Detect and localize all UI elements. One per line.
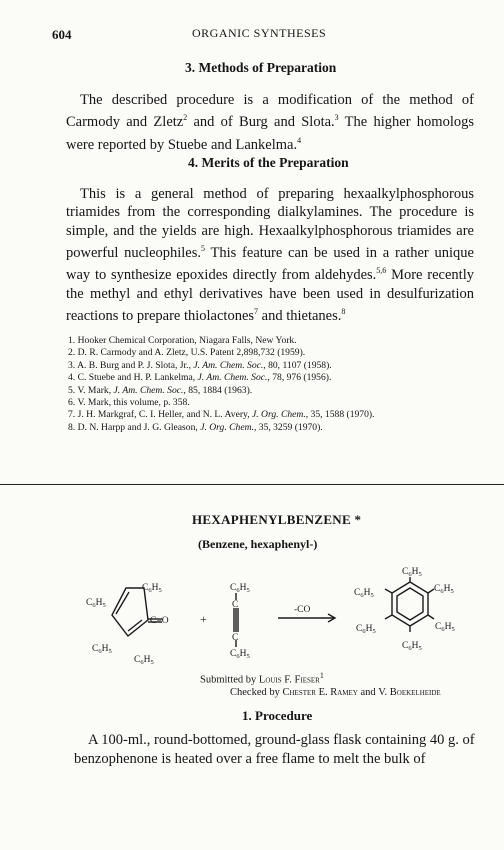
- svg-text:C6H5: $C_6H_5$: [402, 641, 422, 652]
- reference-item: 3. A. B. Burg and P. J. Slota, Jr., J. Am. Chem. Soc., 80, 1107 (1958).: [68, 359, 332, 371]
- svg-text:C6H5: $C_6H_5$: [230, 583, 250, 594]
- page-number: 604: [52, 27, 72, 42]
- svg-text:C: C: [232, 600, 239, 610]
- svg-text:C6H5: $C_6H_5$: [402, 567, 422, 578]
- svg-text:C: C: [232, 633, 239, 643]
- reference-item: 8. D. N. Harpp and J. G. Gleason, J. Org. Chem., 35, 3259 (1970).: [68, 421, 323, 433]
- section4-paragraph: This is a general method of preparing hexaalkylphosphorous triamides from the corresponding dialkylamines. The procedure is simple, and the yields are high. Hexaalkylphosphorous triamides are powerful nucleophiles.$^5$ This feature can be used in a rather unique way to synthesize epoxides directly from aldehydes.$^{5,6}$ More recently the methyl and ethyl derivatives have been used in desulfurization reactions to prepare thiolactones$^7$ and thietanes.$^8$: [66, 186, 474, 324]
- svg-text:C6H5: $C_6H_5$: [142, 583, 162, 594]
- svg-text:C6H5: $C_6H_5$: [86, 598, 106, 609]
- reference-item: 5. V. Mark, J. Am. Chem. Soc., 85, 1884 (1963).: [68, 384, 253, 396]
- svg-text:-CO: -CO: [294, 605, 311, 615]
- reference-item: 4. C. Stuebe and H. P. Lankelma, J. Am. Chem. Soc., 78, 976 (1956).: [68, 372, 332, 384]
- procedure-paragraph: A 100-ml., round-bottomed, ground-glass flask containing 40 g. of benzophenone is heated over a free flame to melt the bulk of: [74, 732, 475, 767]
- running-title: ORGANIC SYNTHESES: [192, 26, 327, 40]
- article-divider: [0, 484, 504, 485]
- article-title: HEXAPHENYLBENZENE *: [192, 512, 362, 527]
- reference-item: 2. D. R. Carmody and A. Zletz, U.S. Patent 2,898,732 (1959).: [68, 347, 306, 359]
- article-subtitle: (Benzene, hexaphenyl-): [198, 537, 318, 551]
- submitted-by: Submitted by Louis F. Fieser$^1$: [200, 671, 324, 686]
- references-list: [68, 335, 478, 434]
- svg-text:C6H5: $C_6H_5$: [230, 649, 250, 660]
- section3-paragraph: The described procedure is a modification of the method of Carmody and Zletz$^2$ and of Burg and Slota.$^3$ The higher homologs were reported by Stuebe and Lankelma.$^4$: [66, 92, 474, 153]
- reference-item: 7. J. H. Markgraf, C. I. Heller, and N. L. Avery, J. Org. Chem., 35, 1588 (1970).: [68, 409, 375, 421]
- svg-text:+: +: [200, 612, 207, 626]
- svg-text:C=O: C=O: [150, 616, 169, 626]
- svg-text:C6H5: $C_6H_5$: [435, 622, 455, 633]
- svg-text:C6H5: $C_6H_5$: [354, 588, 374, 599]
- checked-by: Checked by Chester E. Ramey and V. Boekelheide: [230, 687, 441, 698]
- section3-heading: 3. Methods of Preparation: [185, 60, 337, 75]
- svg-text:C6H5: $C_6H_5$: [92, 644, 112, 655]
- procedure-heading: 1. Procedure: [242, 708, 313, 723]
- reference-item: 1. Hooker Chemical Corporation, Niagara Falls, New York.: [68, 335, 297, 346]
- svg-text:C6H5: $C_6H_5$: [434, 584, 454, 595]
- svg-text:C6H5: $C_6H_5$: [134, 655, 154, 666]
- svg-text:C6H5: $C_6H_5$: [356, 624, 376, 635]
- section4-heading: 4. Merits of the Preparation: [188, 155, 349, 170]
- reaction-scheme: [78, 560, 498, 670]
- reference-item: 6. V. Mark, this volume, p. 358.: [68, 397, 190, 409]
